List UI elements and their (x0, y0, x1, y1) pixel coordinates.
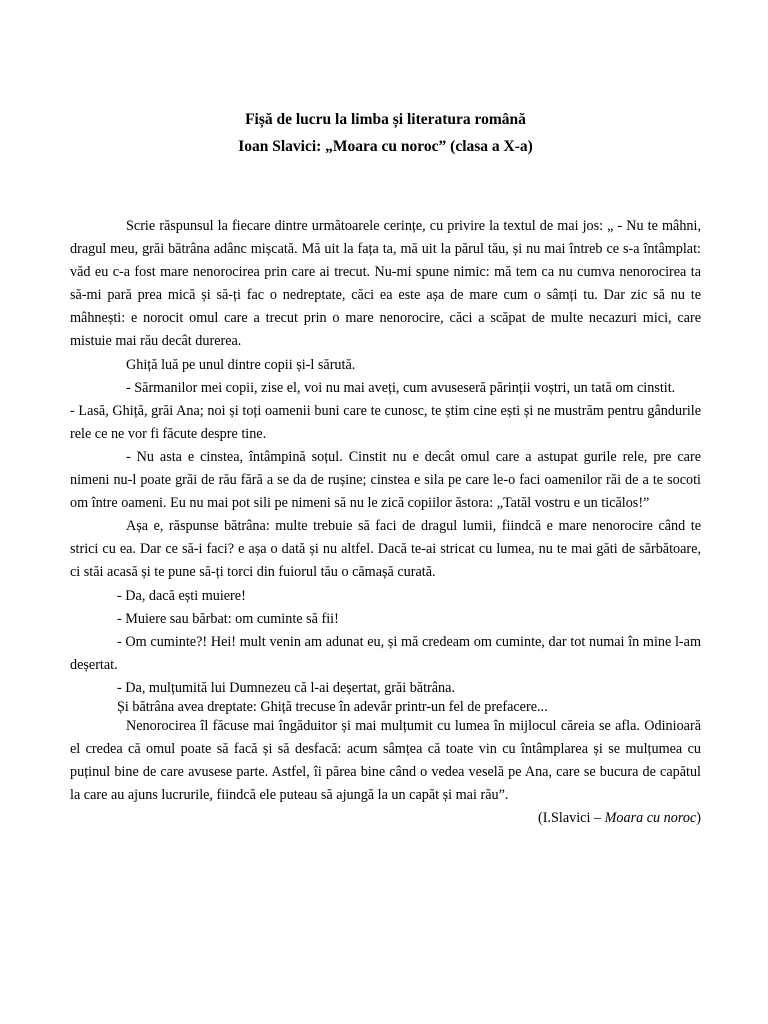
paragraph: - Da, dacă ești muiere! (117, 587, 246, 604)
title-line-2: Ioan Slavici: „Moara cu noroc” (clasa a X-a) (238, 138, 533, 155)
paragraph-instructions: Scrie răspunsul la fiecare dintre următoarele cerințe, cu privire la textul de mai jos: „ - Nu te mâhni, dragul meu, grăi bătrâna adânc mișcată. Mă uit la fața ta, mă uit la părul tău, și nu mai întreb ce s-a întâmplat: văd eu c-a fost mare nenorocirea prin care ai trecut. Nu-mi spune nimic: mă tem ca nu cumva nenorocirea ta să-mi pară prea mică și să-ți fac o nedreptate, căci ea este așa de mare cum o sâmți tu. Dar zic să nu te mâhnești: e norocit omul care a trecut prin o mare nenorocire, căci a scăpat de multe necazuri mici, care mistuie mai rău decât durerea. (70, 218, 701, 350)
paragraph: Ghiță luă pe unul dintre copii și-l sărută. (126, 356, 356, 373)
paragraph: - Nu asta e cinstea, întâmpină soțul. Cinstit nu e decât omul care a astupat gurile rele, pre care nimeni nu-l poate grăi de rău fără a se da de rușine; cinstea e sila pe care le-o faci oamenilor răi de a te socoti om între oameni. Eu nu mai pot sili pe nimeni să nu le zică copiilor ăstora: „Tatăl vostru e un ticălos!” (70, 448, 701, 512)
paragraph: - Da, mulțumită lui Dumnezeu că l-ai deșertat, grăi bătrâna. (117, 679, 455, 696)
paragraph: - Sărmanilor mei copii, zise el, voi nu mai aveți, cum avuseseră părinții voștri, un tată om cinstit. (126, 379, 676, 396)
citation (70, 807, 701, 830)
paragraph: - Om cuminte?! Hei! mult venin am adunat eu, și mă credeam om cuminte, dar tot numai în mine l-am deșertat. (70, 633, 701, 673)
citation-work-title: Moara cu noroc (604, 810, 697, 827)
title-line-1: Fișă de lucru la limba și literatura română (245, 111, 526, 128)
citation-prefix: (I.Slavici – (537, 810, 605, 827)
paragraph: Așa e, răspunse bătrâna: multe trebuie să faci de dragul lumii, fiindcă e mare nenorocire când te strici cu ea. Dar ce să-i faci? e așa o dată și nu altfel. Dacă te-ai stricat cu lumea, nu te mai găti de sărbătoare, ci stăi acasă și te pune să-ți torci din fuiorul tău o cămașă curată. (70, 518, 701, 581)
paragraph: - Muiere sau bărbat: om cuminte să fii! (117, 610, 339, 627)
document-title (70, 109, 701, 163)
document-body (70, 215, 701, 830)
paragraph: Nenorocirea îl făcuse mai îngăduitor și mai mulțumit cu lumea în mijlocul căreia se afla. Odinioară el credea că omul poate să facă și să desfacă: acum sâmțea că toate vin cu întâmplarea și se mulțumea cu puținul bine de care avusese parte. Astfel, îi părea bine când o vedea veselă pe Ana, care se bucura de capătul la care au ajuns lucrurile, fiindcă ele puteau să ajungă la un capăt și mai rău”. (70, 717, 701, 804)
paragraph: - Lasă, Ghiță, grăi Ana; noi și toți oamenii buni care te cunosc, te știm cine ești și ne mustrăm pentru gândurile rele ce ne vor fi făcute despre tine. (70, 402, 701, 442)
paragraph: Și bătrâna avea dreptate: Ghiță trecuse în adevăr printr-un fel de prefacere... (117, 698, 548, 715)
citation-suffix: ) (696, 810, 701, 827)
